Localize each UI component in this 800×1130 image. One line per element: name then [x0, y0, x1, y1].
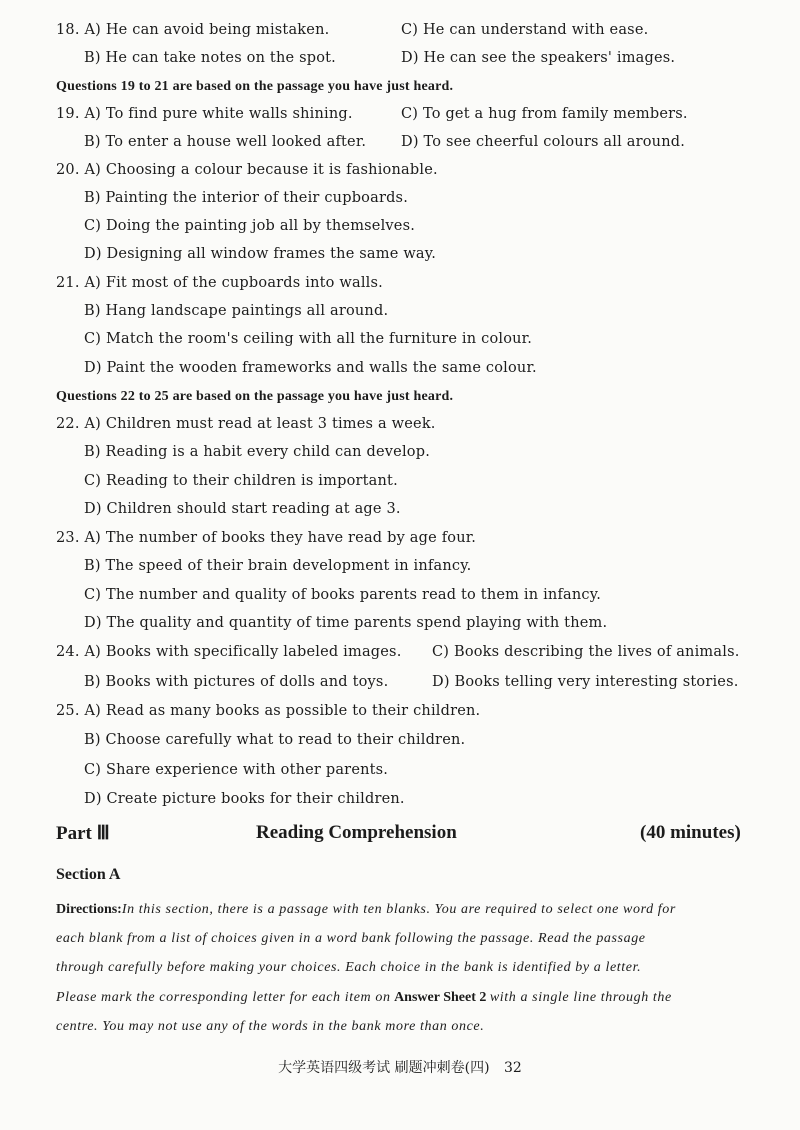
option-d: D) He can see the speakers' images. [401, 50, 676, 66]
option-a: A) Read as many books as possible to their children. [84, 703, 481, 719]
part-title: Reading Comprehension [256, 822, 457, 843]
answer-sheet-ref: Answer Sheet 2 [394, 990, 487, 1005]
question-number: 22. [56, 416, 80, 432]
question-number: 18. [56, 22, 80, 38]
option-a: A) He can avoid being mistaken. [84, 22, 330, 38]
question-18 [56, 22, 329, 38]
question-20 [56, 162, 438, 178]
option-d: D) To see cheerful colours all around. [401, 134, 686, 150]
directions-label: Directions: [56, 902, 122, 917]
section-title: Section A [56, 866, 121, 883]
option-d: D) Books telling very interesting stories. [432, 674, 739, 690]
footer-title: 大学英语四级考试 刷题冲刺卷(四) [278, 1060, 490, 1076]
option-d: D) The quality and quantity of time parents spend playing with them. [84, 615, 608, 631]
question-number: 24. [56, 644, 80, 660]
option-c: C) Books describing the lives of animals. [432, 644, 740, 660]
directions-line-5: centre. You may not use any of the words in the bank more than once. [56, 1019, 485, 1034]
option-a: A) The number of books they have read by age four. [84, 530, 477, 546]
option-b: B) The speed of their brain development in infancy. [84, 558, 472, 574]
question-25 [56, 703, 480, 719]
part-label: Part Ⅲ [56, 823, 110, 844]
option-b: B) Choose carefully what to read to their children. [84, 732, 466, 748]
option-a: A) To find pure white walls shining. [84, 106, 353, 122]
page-number: 32 [504, 1060, 522, 1076]
option-c: C) He can understand with ease. [401, 22, 649, 38]
option-b: B) Painting the interior of their cupboards. [84, 190, 409, 206]
option-d: D) Children should start reading at age 3. [84, 501, 401, 517]
option-a: A) Children must read at least 3 times a week. [84, 416, 436, 432]
option-d: D) Paint the wooden frameworks and walls the same colour. [84, 360, 537, 376]
option-b: B) He can take notes on the spot. [84, 50, 336, 66]
question-23 [56, 530, 476, 546]
question-22 [56, 416, 436, 432]
directions-line-3: through carefully before making your choices. Each choice in the bank is identified by a letter. [56, 960, 642, 975]
option-a: A) Books with specifically labeled images. [84, 644, 402, 660]
question-number: 21. [56, 275, 80, 291]
page-footer [0, 1057, 800, 1077]
directions-line-4: Please mark the corresponding letter for each item on Answer Sheet 2 with a single line through the [56, 990, 672, 1005]
directions-line-1: Directions:In this section, there is a passage with ten blanks. You are required to select one word for [56, 902, 676, 917]
option-b: B) Books with pictures of dolls and toys. [84, 674, 389, 690]
option-c: C) To get a hug from family members. [401, 106, 688, 122]
question-number: 20. [56, 162, 80, 178]
option-a: A) Fit most of the cupboards into walls. [84, 275, 383, 291]
question-21 [56, 275, 383, 291]
option-c: C) Share experience with other parents. [84, 762, 389, 778]
question-number: 25. [56, 703, 80, 719]
option-b: B) Reading is a habit every child can develop. [84, 444, 431, 460]
section-header-19-21: Questions 19 to 21 are based on the passage you have just heard. [56, 79, 454, 94]
option-c: C) Reading to their children is important. [84, 473, 398, 489]
option-c: C) Match the room's ceiling with all the furniture in colour. [84, 331, 533, 347]
option-a: A) Choosing a colour because it is fashionable. [84, 162, 438, 178]
option-c: C) Doing the painting job all by themselves. [84, 218, 416, 234]
question-24 [56, 644, 402, 660]
question-19 [56, 106, 353, 122]
section-header-22-25: Questions 22 to 25 are based on the passage you have just heard. [56, 389, 454, 404]
option-d: D) Create picture books for their children. [84, 791, 405, 807]
option-c: C) The number and quality of books parents read to them in infancy. [84, 587, 601, 603]
directions-line-2: each blank from a list of choices given in a word bank following the passage. Read the passage [56, 931, 646, 946]
option-d: D) Designing all window frames the same way. [84, 246, 437, 262]
part-time: (40 minutes) [640, 822, 741, 843]
question-number: 19. [56, 106, 80, 122]
option-b: B) To enter a house well looked after. [84, 134, 367, 150]
question-number: 23. [56, 530, 80, 546]
option-b: B) Hang landscape paintings all around. [84, 303, 389, 319]
